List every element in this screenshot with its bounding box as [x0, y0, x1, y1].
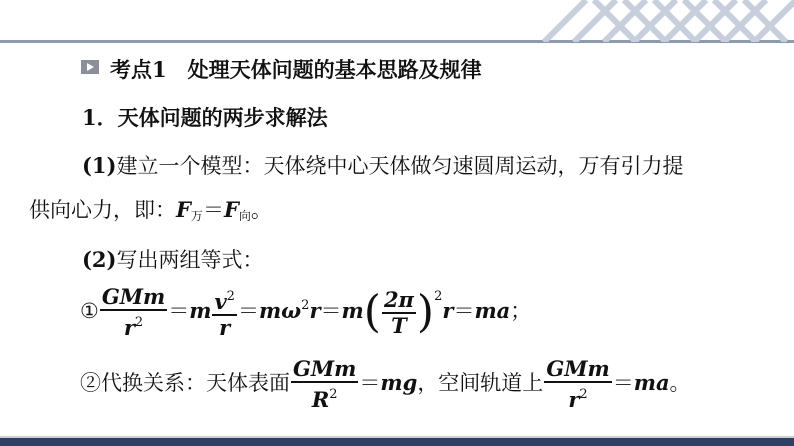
exponent: 2: [329, 387, 338, 402]
left-paren: (: [363, 286, 381, 338]
para1-label: (1): [82, 153, 117, 178]
formula1-end: ；: [510, 299, 532, 323]
formula-1: [80, 285, 531, 340]
fraction-gmm-r2: [544, 357, 611, 412]
paragraph-1-cont: [29, 194, 272, 224]
footer-bar: [0, 438, 794, 446]
var-R: R: [311, 387, 330, 412]
subscript-wan: 万: [190, 209, 203, 223]
section-marker-icon: [81, 60, 99, 74]
fraction-2pi-T: [382, 288, 416, 338]
equals-sign: ＝: [320, 299, 342, 323]
equals-sign: ＝: [237, 299, 259, 323]
paragraph-2: [82, 244, 263, 274]
fraction-numerator: 2π: [383, 286, 414, 312]
corner-pattern-decoration: [534, 0, 794, 42]
para2-text: 写出两组等式：: [116, 248, 264, 272]
subtitle: 1．天体问题的两步求解法: [82, 105, 328, 130]
fraction-v2-r: [212, 285, 236, 340]
formula2-text1: 代换关系：天体表面: [101, 371, 290, 395]
var-v: v: [214, 289, 227, 314]
equals-sign: ＝: [612, 371, 634, 395]
force-F1: F: [176, 197, 191, 222]
fraction-gmm-R2: [291, 357, 358, 412]
var-ma: ma: [474, 298, 511, 323]
fraction-denominator: [291, 383, 358, 412]
exponent: 2: [301, 298, 310, 313]
fraction-numerator: [212, 285, 236, 316]
equals-sign: ＝: [453, 299, 475, 323]
var-r: r: [309, 298, 321, 323]
exponent: 2: [134, 315, 144, 330]
subscript-xiang: 向: [238, 209, 251, 223]
fraction-numerator: GMm: [546, 356, 610, 381]
var-mg: mg: [380, 370, 418, 395]
equals-sign: ＝: [359, 371, 381, 395]
paragraph-1: [82, 150, 683, 180]
right-paren: ): [416, 286, 435, 338]
var-m-omega: mω: [258, 298, 302, 323]
var-ma: ma: [633, 370, 670, 395]
formula2-end: 。: [669, 371, 691, 395]
var-m: m: [341, 298, 364, 323]
para1-text-a: 建立一个模型：天体绕中心天体做匀速圆周运动，万有引力提: [116, 154, 684, 178]
formula-2: [80, 357, 691, 412]
equals-sign: ＝: [168, 299, 190, 323]
fraction-denominator: [544, 383, 611, 412]
exponent: 2: [434, 289, 443, 304]
equals-sign: ＝: [202, 198, 224, 222]
para1-text-b: 供向心力，即：: [29, 198, 176, 222]
var-r: r: [123, 315, 135, 340]
var-r: r: [568, 387, 580, 412]
formula2-text2: ，空间轨道上: [417, 371, 544, 395]
exponent: 2: [579, 387, 588, 402]
exponent: 2: [226, 289, 235, 304]
var-r: r: [442, 298, 454, 323]
fraction-gmm-r2: [100, 285, 167, 340]
formula1-marker: ①: [80, 299, 99, 323]
force-F2: F: [223, 197, 239, 222]
var-r: r: [219, 315, 231, 340]
section-title: 考点1 处理天体问题的基本思路及规律: [110, 57, 482, 82]
var-T: T: [391, 312, 407, 338]
para1-end: 。: [250, 198, 272, 222]
fraction-numerator: GMm: [293, 356, 357, 381]
formula2-marker: ②: [80, 371, 101, 395]
para2-label: (2): [82, 247, 117, 272]
fraction-numerator: GMm: [101, 284, 166, 309]
var-m: m: [189, 298, 212, 323]
fraction-denominator: [100, 311, 167, 340]
